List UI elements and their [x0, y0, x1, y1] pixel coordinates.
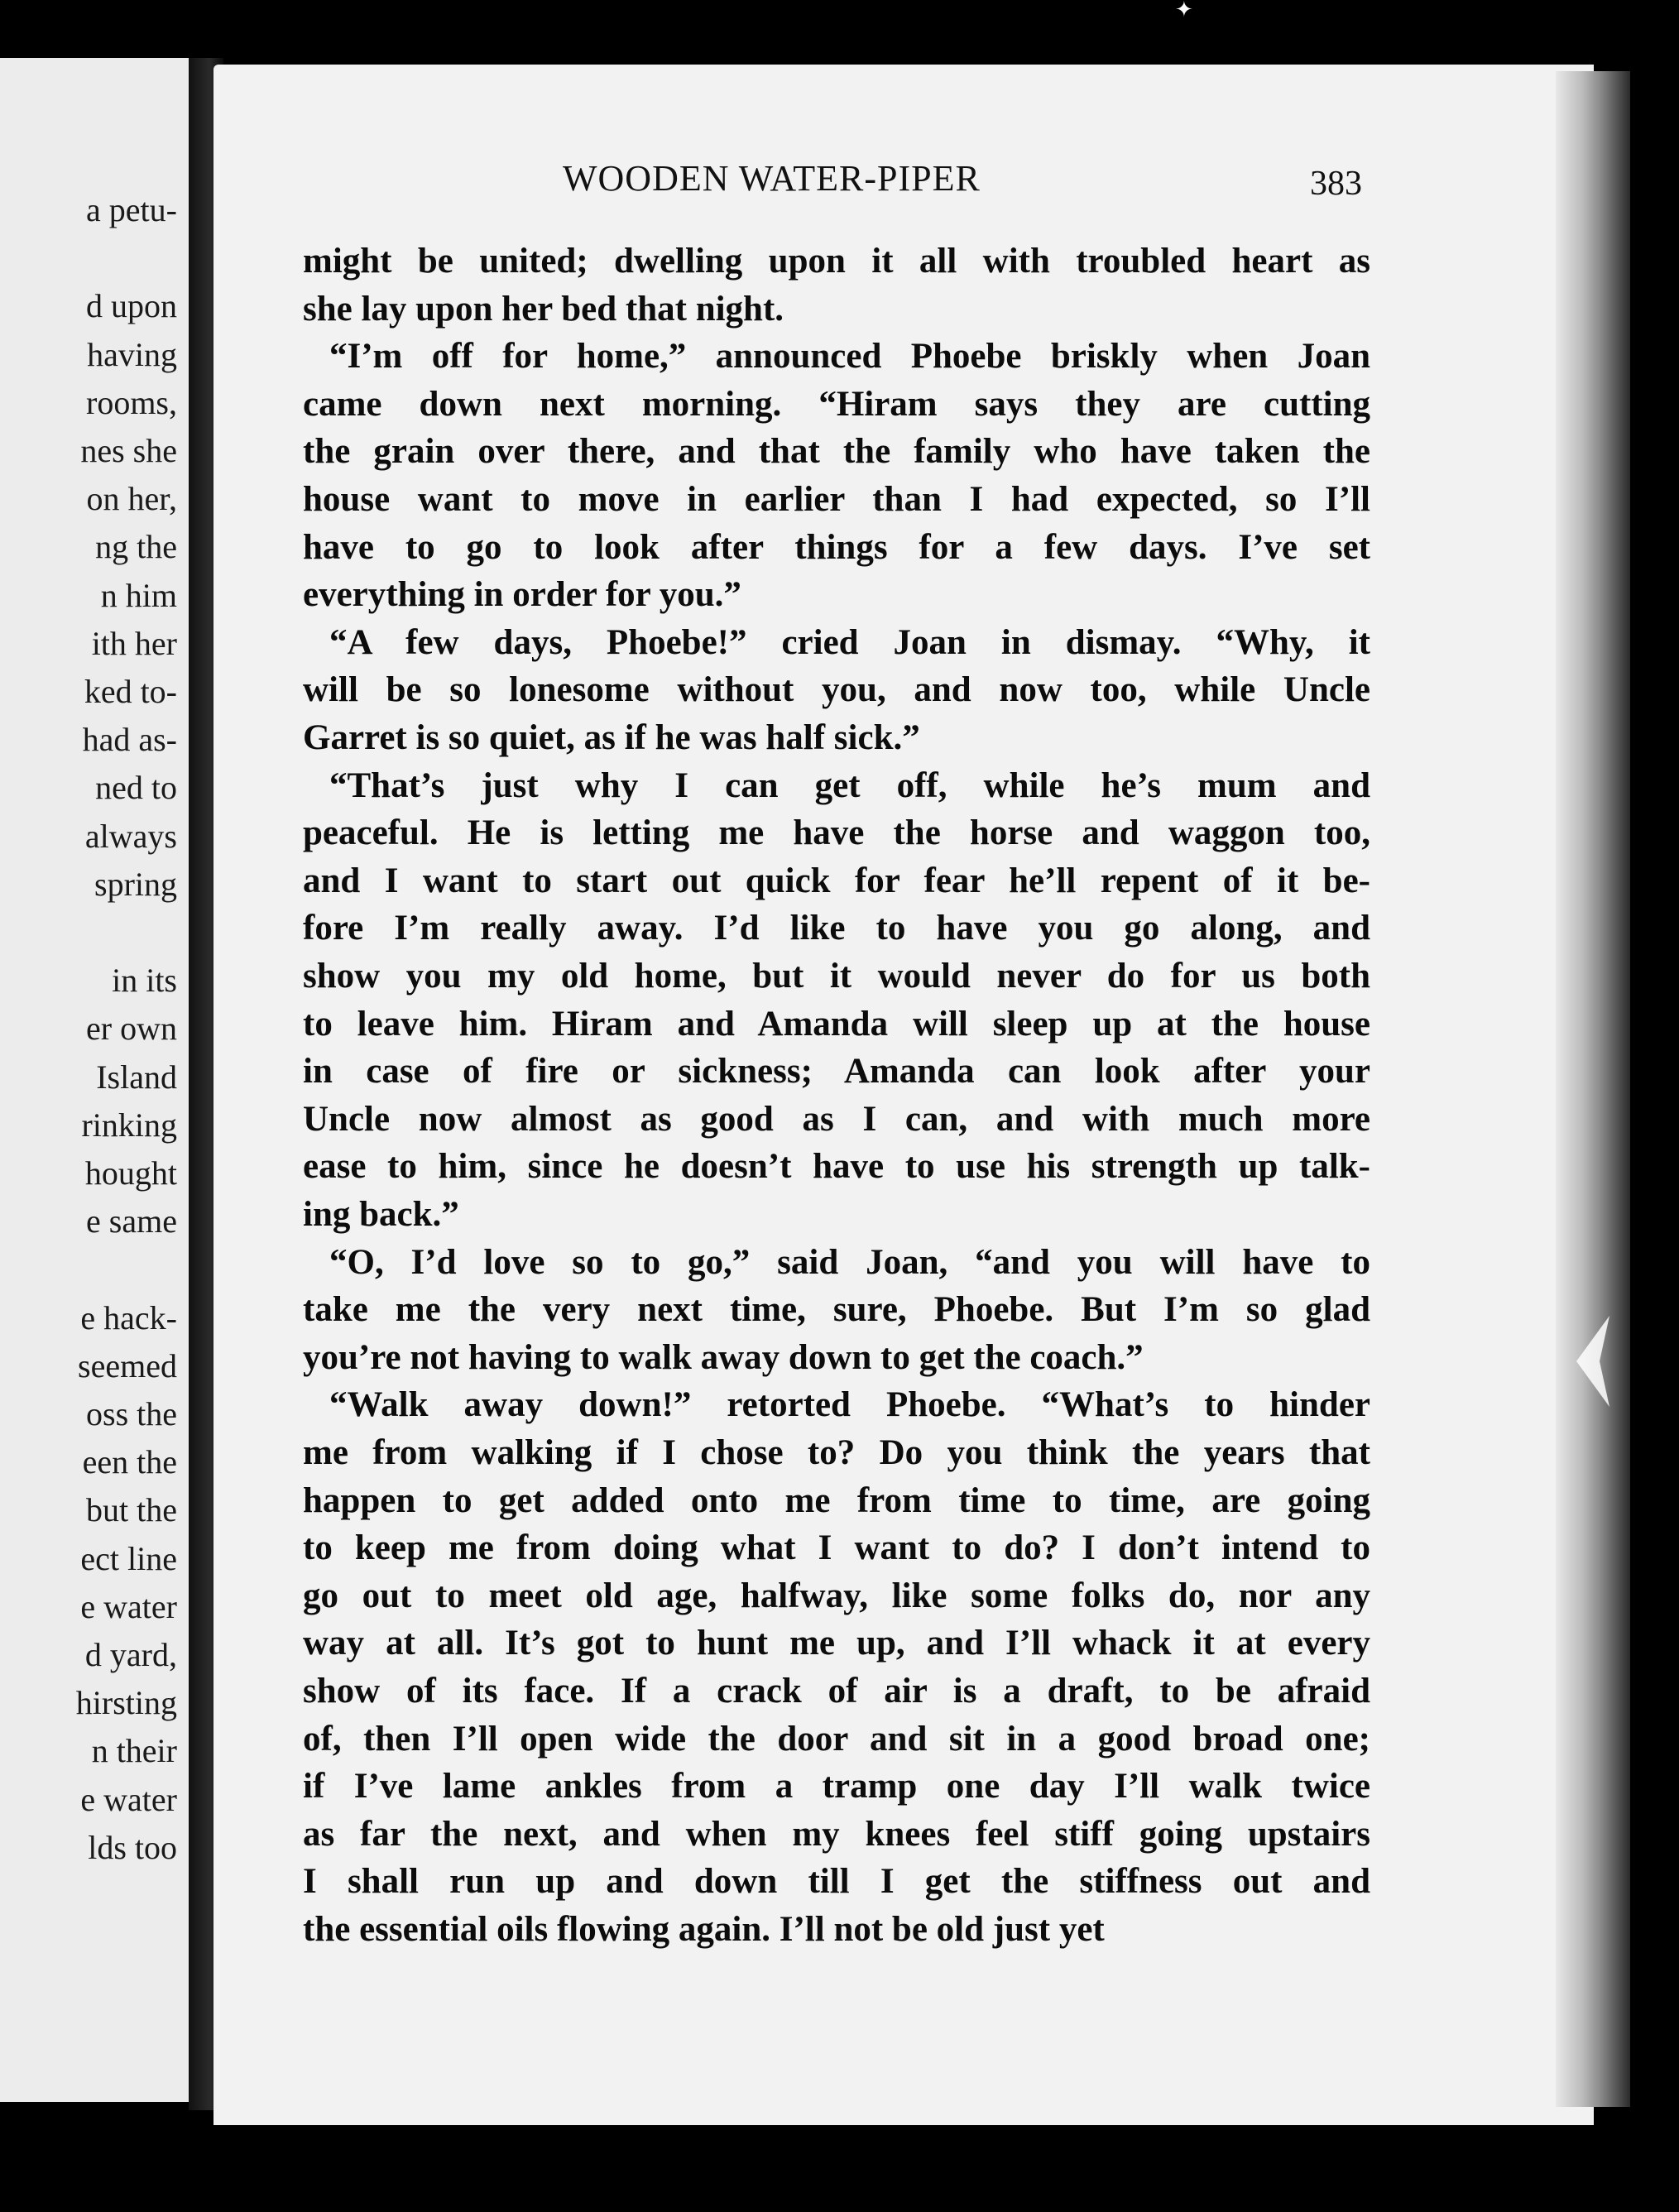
left-page-line: een the	[82, 1443, 177, 1481]
left-page-line: in its	[112, 962, 177, 1000]
text-line: ing back.”	[303, 1195, 459, 1234]
text-line: and I want to start out quick for fear he’ll repent of it be-	[303, 861, 1370, 900]
text-line: “A few days, Phoebe!” cried Joan in dismay. “Why, it	[329, 622, 1370, 662]
left-page-line: lds too	[88, 1828, 177, 1866]
text-line: I shall run up and down till I get the stiffness out and	[303, 1862, 1370, 1902]
text-line: have to go to look after things for a few days. I’ve set	[303, 527, 1370, 567]
text-line: house want to move in earlier than I had expected, so I’ll	[303, 480, 1370, 519]
running-head: WOODEN WATER-PIPER	[563, 158, 981, 199]
page-edge	[1556, 71, 1630, 2107]
left-page-line: n their	[91, 1732, 177, 1770]
left-page-line: seemed	[78, 1346, 177, 1384]
left-page-line: on her,	[86, 480, 177, 518]
text-line: happen to get added onto me from time to time, are going	[303, 1480, 1370, 1520]
text-line: way at all. It’s got to hunt me up, and I’ll whack it at every	[303, 1624, 1370, 1663]
left-page-line: Island	[96, 1058, 177, 1096]
left-page-line: spring	[94, 865, 177, 903]
left-page-line: hirsting	[75, 1684, 177, 1722]
text-line: came down next morning. “Hiram says they are cutting	[303, 384, 1370, 424]
text-line: she lay upon her bed that night.	[303, 289, 784, 329]
left-page-line: having	[87, 335, 177, 373]
left-page-line: e hack-	[80, 1298, 177, 1336]
text-line: “I’m off for home,” announced Phoebe briskly when Joan	[329, 337, 1370, 377]
text-line: fore I’m really away. I’d like to have you go along, and	[303, 909, 1370, 948]
text-line: “Walk away down!” retorted Phoebe. “What’s to hinder	[329, 1385, 1370, 1425]
text-line: ease to him, since he doesn’t have to use his strength up talk-	[303, 1147, 1370, 1187]
left-page-line: d upon	[86, 287, 177, 325]
left-page-line: e water	[80, 1780, 177, 1818]
text-line: “That’s just why I can get off, while he’s mum and	[329, 765, 1370, 805]
left-page-line: oss the	[86, 1395, 177, 1432]
left-page-line: d yard,	[84, 1636, 177, 1673]
text-line: peaceful. He is letting me have the horse and waggon too,	[303, 813, 1370, 853]
text-line: might be united; dwelling upon it all with troubled heart as	[303, 242, 1370, 281]
text-line: if I’ve lame ankles from a tramp one day I’ll walk twice	[303, 1767, 1370, 1807]
text-line: show of its face. If a crack of air is a draft, to be afraid	[303, 1672, 1370, 1711]
left-page-line: ked to-	[84, 673, 177, 710]
text-line: everything in order for you.”	[303, 575, 741, 615]
text-line: Garret is so quiet, as if he was half sick.”	[303, 718, 920, 757]
left-page-line: e same	[86, 1202, 177, 1240]
text-line: the essential oils flowing again. I’ll not be old just yet	[303, 1910, 1105, 1949]
left-page-line: er own	[86, 1010, 177, 1048]
text-line: you’re not having to walk away down to get the coach.”	[303, 1337, 1144, 1377]
text-line: me from walking if I chose to? Do you think the years that	[303, 1433, 1370, 1472]
left-page-line: ect line	[80, 1539, 177, 1577]
left-page-line: e water	[80, 1587, 177, 1625]
left-page-line: n him	[100, 576, 177, 614]
left-page-line: hought	[84, 1154, 177, 1192]
text-line: will be so lonesome without you, and now too, while Uncle	[303, 670, 1370, 710]
left-page-line: ned to	[95, 769, 177, 807]
text-line: the grain over there, and that the family who have taken the	[303, 432, 1370, 472]
left-page-line: ng the	[95, 528, 177, 566]
left-page-line: a petu-	[86, 191, 177, 228]
left-page-line: but the	[86, 1491, 177, 1529]
scan-speck: ✦	[1175, 0, 1193, 22]
text-line: as far the next, and when my knees feel stiff going upstairs	[303, 1814, 1370, 1854]
text-line: Uncle now almost as good as I can, and with much more	[303, 1099, 1370, 1139]
text-line: “O, I’d love so to go,” said Joan, “and you will have to	[329, 1242, 1370, 1282]
text-line: in case of fire or sickness; Amanda can look after your	[303, 1052, 1370, 1092]
left-page-line: had as-	[82, 721, 177, 759]
text-line: to leave him. Hiram and Amanda will sleep up at the house	[303, 1004, 1370, 1044]
text-line: take me the very next time, sure, Phoebe. But I’m so glad	[303, 1290, 1370, 1330]
left-page-line: rinking	[81, 1106, 177, 1144]
text-line: show you my old home, but it would never do for us both	[303, 957, 1370, 996]
left-page-line: nes she	[80, 432, 177, 469]
text-line: to keep me from doing what I want to do? I don’t intend to	[303, 1528, 1370, 1568]
left-page-line: ith her	[91, 624, 177, 662]
page-number: 383	[1310, 165, 1362, 203]
text-line: of, then I’ll open wide the door and sit in a good broad one;	[303, 1719, 1370, 1759]
left-page-line: rooms,	[86, 383, 177, 421]
left-page-line: always	[84, 817, 177, 855]
left-page	[0, 58, 189, 2102]
text-line: go out to meet old age, halfway, like some folks do, nor any	[303, 1576, 1370, 1615]
